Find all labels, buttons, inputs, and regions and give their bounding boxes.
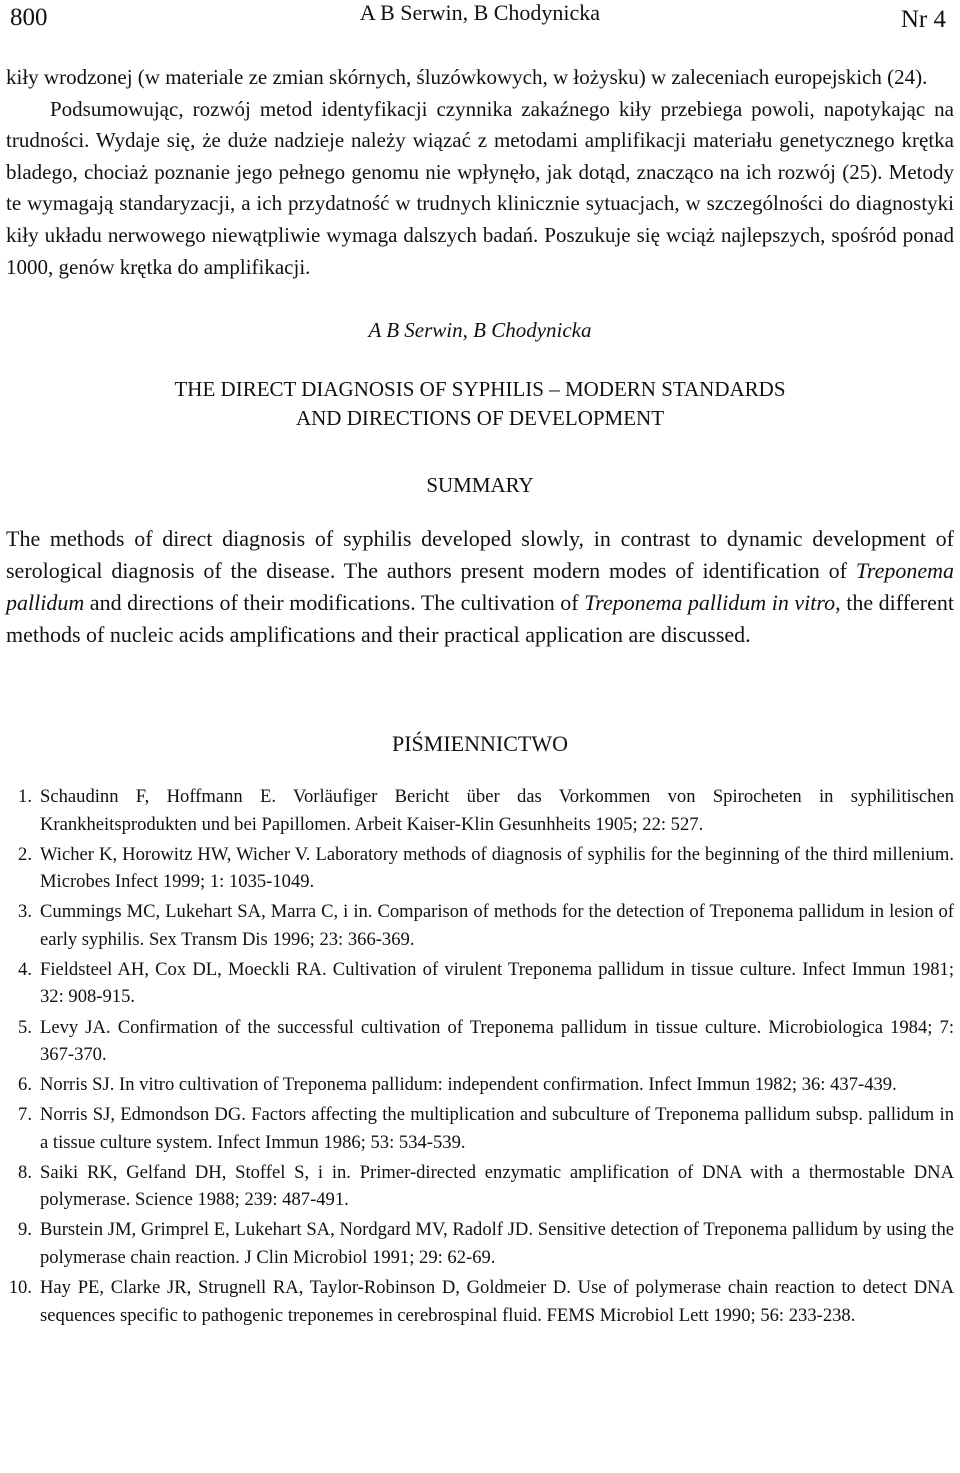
reference-text: Saiki RK, Gelfand DH, Stoffel S, i in. Primer-directed enzymatic amplification of DNA with a thermostable DNA polymerase. Science 1988; 239: 487-491. [40,1161,954,1211]
reference-item [6,841,954,896]
summary-text [6,523,954,651]
reference-item [6,1159,954,1214]
reference-text: Norris SJ, Edmondson DG. Factors affecting the multiplication and subculture of Treponema pallidum subsp. pallidum in a tissue culture system. Infect Immun 1986; 53: 534-539. [40,1104,954,1153]
reference-number: 5. [18,1016,32,1038]
reference-text: Hay PE, Clarke JR, Strugnell RA, Taylor-Robinson D, Goldmeier D. Use of polymerase chain reaction to detect DNA sequences specific to pathogenic treponemes in cerebrospinal fluid. FEMS Microbiol Lett 1990; 56: 233-238. [40,1277,954,1326]
summary-part-1: The methods of direct diagnosis of syphilis developed slowly, in contrast to dynamic development of serological diagnosis of the disease. The authors present modern modes of identification of [6,526,954,584]
reference-number: 6. [18,1074,32,1096]
reference-text: Fieldsteel AH, Cox DL, Moeckli RA. Cultivation of virulent Treponema pallidum in tissue culture. Infect Immun 1981; 32: 908-915. [40,958,954,1008]
reference-item [6,956,954,1011]
reference-list [6,783,954,1329]
reference-item [6,783,954,838]
english-title-line-1: THE DIRECT DIAGNOSIS OF SYPHILIS – MODERN STANDARDS [174,377,786,402]
reference-number: 9. [18,1219,32,1241]
reference-number: 2. [18,843,32,865]
reference-number: 3. [18,901,32,923]
reference-text: Schaudinn F, Hoffmann E. Vorläufiger Bericht über das Vorkommen von Spirocheten in syphilitischen Krankheitsprodukten und bei Papillomen. Arbeit Kaiser-Klin Gesunhheits 1905; 22: 527. [40,786,954,835]
reference-number: 8. [18,1161,32,1183]
summary-italic-1: Treponema pallidum [6,558,954,616]
summary-part-3: , the different methods of nucleic acids amplifications and their practical application are discussed. [6,590,954,648]
reference-item [6,1014,954,1069]
references-heading: PIŚMIENNICTWO [392,731,568,757]
running-title: A B Serwin, B Chodynicka [359,0,601,25]
english-title [6,375,954,433]
page-number: 800 [10,4,48,31]
reference-item [6,1216,954,1271]
english-title-line-2: AND DIRECTIONS OF DEVELOPMENT [295,406,665,431]
reference-text: Burstein JM, Grimprel E, Lukehart SA, Nordgard MV, Radolf JD. Sensitive detection of Treponema pallidum by using the polymerase chain reaction. J Clin Microbiol 1991; 29: 62-69. [40,1219,954,1268]
reference-text: Levy JA. Confirmation of the successful cultivation of Treponema pallidum in tissue culture. Microbiologica 1984; 7: 367-370. [40,1016,954,1066]
summary-part-2: and directions of their modifications. The cultivation of [84,590,585,616]
summary-heading: SUMMARY [426,473,534,498]
english-authors: A B Serwin, B Chodynicka [368,318,592,343]
issue-number: Nr 4 [900,6,946,33]
body-paragraph-2: Podsumowując, rozwój metod identyfikacji czynnika zakaźnego kiły przebiega powoli, napotykając na trudności. Wydaje się, że duże nadzieje należy wiązać z metodami amplifikacji materiału genetycznego krętka bladego, chociaż poznanie jego pełnego genomu nie wpłynęło, jak dotąd, znacząco na ich rozwój (25). Metody te wymagają standaryzacji, a ich przydatność w trudnych klinicznie sytuacjach, w szczególności do diagnostyki kiły układu nerwowego niewątpliwie wymaga dalszych badań. Poszukuje się wciąż najlepszych, spośród ponad 1000, genów krętka do amplifikacji. [6,96,954,279]
reference-item [6,898,954,953]
page-header [6,0,954,40]
reference-text: Norris SJ. In vitro cultivation of Treponema pallidum: independent confirmation. Infect Immun 1982; 36: 437-439. [40,1074,897,1096]
reference-number: 4. [18,958,32,980]
reference-item [6,1101,954,1156]
reference-item [6,1274,954,1329]
reference-number: 1. [18,786,32,808]
reference-text: Cummings MC, Lukehart SA, Marra C, i in. Comparison of methods for the detection of Treponema pallidum in lesion of early syphilis. Sex Transm Dis 1996; 23: 366-369. [40,901,954,950]
reference-number: 7. [18,1104,32,1126]
reference-text: Wicher K, Horowitz HW, Wicher V. Laboratory methods of diagnosis of syphilis for the beginning of the third millenium. Microbes Infect 1999; 1: 1035-1049. [40,843,954,893]
reference-number: 10. [8,1277,32,1298]
reference-item [6,1071,954,1099]
body-paragraph-1: kiły wrodzonej (w materiale ze zmian skórnych, śluzówkowych, w łożysku) w zaleceniach europejskich (24). [6,65,928,89]
summary-italic-2: Treponema pallidum in vitro [584,590,836,616]
